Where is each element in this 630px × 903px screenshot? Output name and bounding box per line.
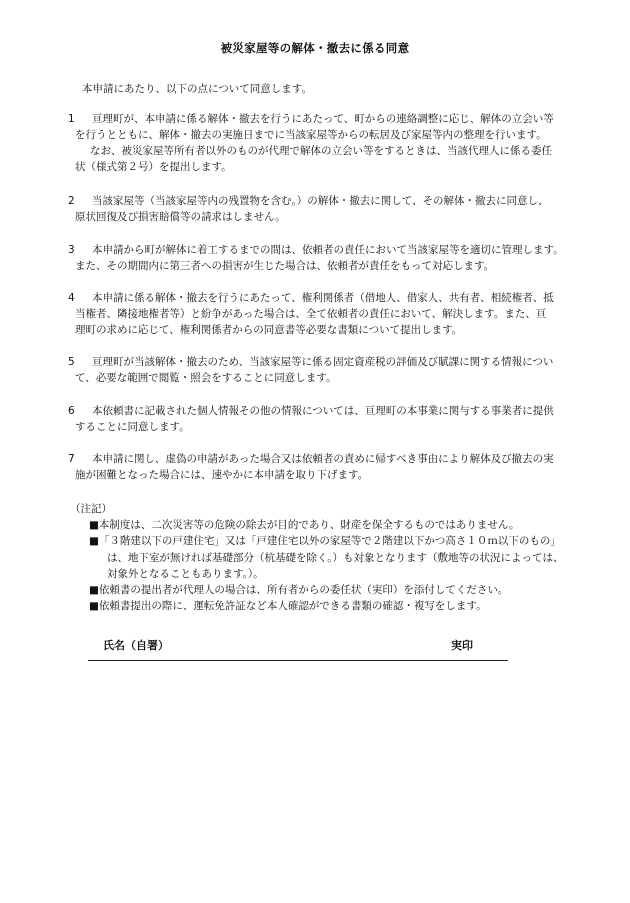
signature-label: 氏名（自署） bbox=[103, 639, 169, 652]
item-number: 1 bbox=[68, 113, 75, 125]
item-number: 2 bbox=[68, 195, 75, 207]
item-number: 5 bbox=[68, 356, 75, 368]
item-number: 3 bbox=[68, 244, 75, 256]
note-item: ■依頼書提出の際に、運転免許証など本人確認ができる書類の確認・複写をします。 bbox=[89, 600, 487, 613]
note-item-continuation: 対象外となることもあります。）。 bbox=[107, 567, 264, 580]
item-first-line bbox=[68, 403, 593, 419]
item-text: 亘理町が、本申請に係る解体・撤去を行うにあたって、町からの連絡調整に応じ、解体の立会い等 bbox=[92, 113, 554, 125]
consent-item-3 bbox=[68, 242, 593, 274]
notes-header: （注記） bbox=[70, 503, 112, 515]
item-first-line bbox=[68, 451, 593, 467]
signature-line[interactable] bbox=[88, 660, 508, 661]
consent-item-4 bbox=[68, 290, 593, 338]
item-text: 本依頼書に記載された個人情報その他の情報については、亘理町の本事業に関与する事業者に提供 bbox=[92, 405, 554, 417]
item-number: 6 bbox=[68, 405, 75, 417]
consent-item-1 bbox=[68, 111, 593, 175]
intro-text: 本申請にあたり、以下の点について同意します。 bbox=[82, 83, 312, 95]
seal-label: 実印 bbox=[451, 639, 473, 652]
item-text: 状（様式第２号）を提出します。 bbox=[75, 161, 232, 173]
item-text: 本申請に関し、虚偽の申請があった場合又は依頼者の責めに帰すべき事由により解体及び撤去の実 bbox=[92, 453, 554, 465]
item-text: なお、被災家屋等所有者以外のものが代理で解体の立会い等をするときは、当該代理人に係る委任 bbox=[90, 145, 552, 157]
item-number: 4 bbox=[68, 292, 75, 304]
item-text: 当権者、隣接地権者等）と紛争があった場合は、全て依頼者の責任において、解決します。また、亘 bbox=[75, 308, 547, 320]
item-first-line bbox=[68, 354, 593, 370]
item-text: を行うとともに、解体・撤去の実施日までに当該家屋等からの転居及び家屋等内の整理を行います。 bbox=[75, 129, 547, 141]
item-first-line bbox=[68, 242, 593, 258]
item-first-line bbox=[68, 111, 593, 127]
note-item-continuation: は、地下室が無ければ基礎部分（杭基礎を除く。）も対象となります（敷地等の状況によっては、 bbox=[107, 551, 564, 564]
notes-list bbox=[89, 517, 609, 615]
item-text: することに同意します。 bbox=[75, 421, 190, 433]
item-text: 原状回復及び損害賠償等の請求はしません。 bbox=[75, 211, 286, 223]
consent-item-7 bbox=[68, 451, 593, 483]
item-text: 理町の求めに応じて、権利関係者からの同意書等必要な書類について提出します。 bbox=[75, 324, 463, 336]
item-text: また、その期間内に第三者への損害が生じた場合は、依頼者が責任をもって対応します。 bbox=[75, 260, 495, 272]
note-item: ■本制度は、二次災害等の危険の除去が目的であり、財産を保全するものではありません。 bbox=[89, 519, 520, 531]
consent-item-2 bbox=[68, 193, 593, 225]
note-item: ■依頼書の提出者が代理人の場合は、所有者からの委任状（実印）を添付してください。 bbox=[89, 584, 509, 597]
item-number: 7 bbox=[68, 453, 75, 465]
item-text: 当該家屋等（当該家屋等内の残置物を含む。）の解体・撤去に関して、その解体・撤去に同意し、 bbox=[92, 195, 549, 207]
item-text: 本申請に係る解体・撤去を行うにあたって、権利関係者（借地人、借家人、共有者、相続権者、抵 bbox=[92, 292, 554, 304]
item-first-line bbox=[68, 193, 593, 209]
item-text: 亘理町が当該解体・撤去のため、当該家屋等に係る固定資産税の評価及び賦課に関する情報につい bbox=[92, 356, 554, 368]
item-text: 本申請から町が解体に着工するまでの間は、依頼者の責任において当該家屋等を適切に管理します。 bbox=[92, 244, 564, 256]
document-title: 被災家屋等の解体・撤去に係る同意 bbox=[220, 41, 410, 55]
consent-item-5 bbox=[68, 354, 593, 386]
item-first-line bbox=[68, 290, 593, 306]
consent-item-6 bbox=[68, 403, 593, 435]
note-item: ■「３階建以下の戸建住宅」又は「戸建住宅以外の家屋等で２階建以下かつ高さ１０ｍ以下のもの」 bbox=[89, 535, 561, 548]
item-text: て、必要な範囲で閲覧・照会をすることに同意します。 bbox=[75, 372, 337, 384]
item-text: 施が困難となった場合には、速やかに本申請を取り下げます。 bbox=[75, 469, 369, 481]
